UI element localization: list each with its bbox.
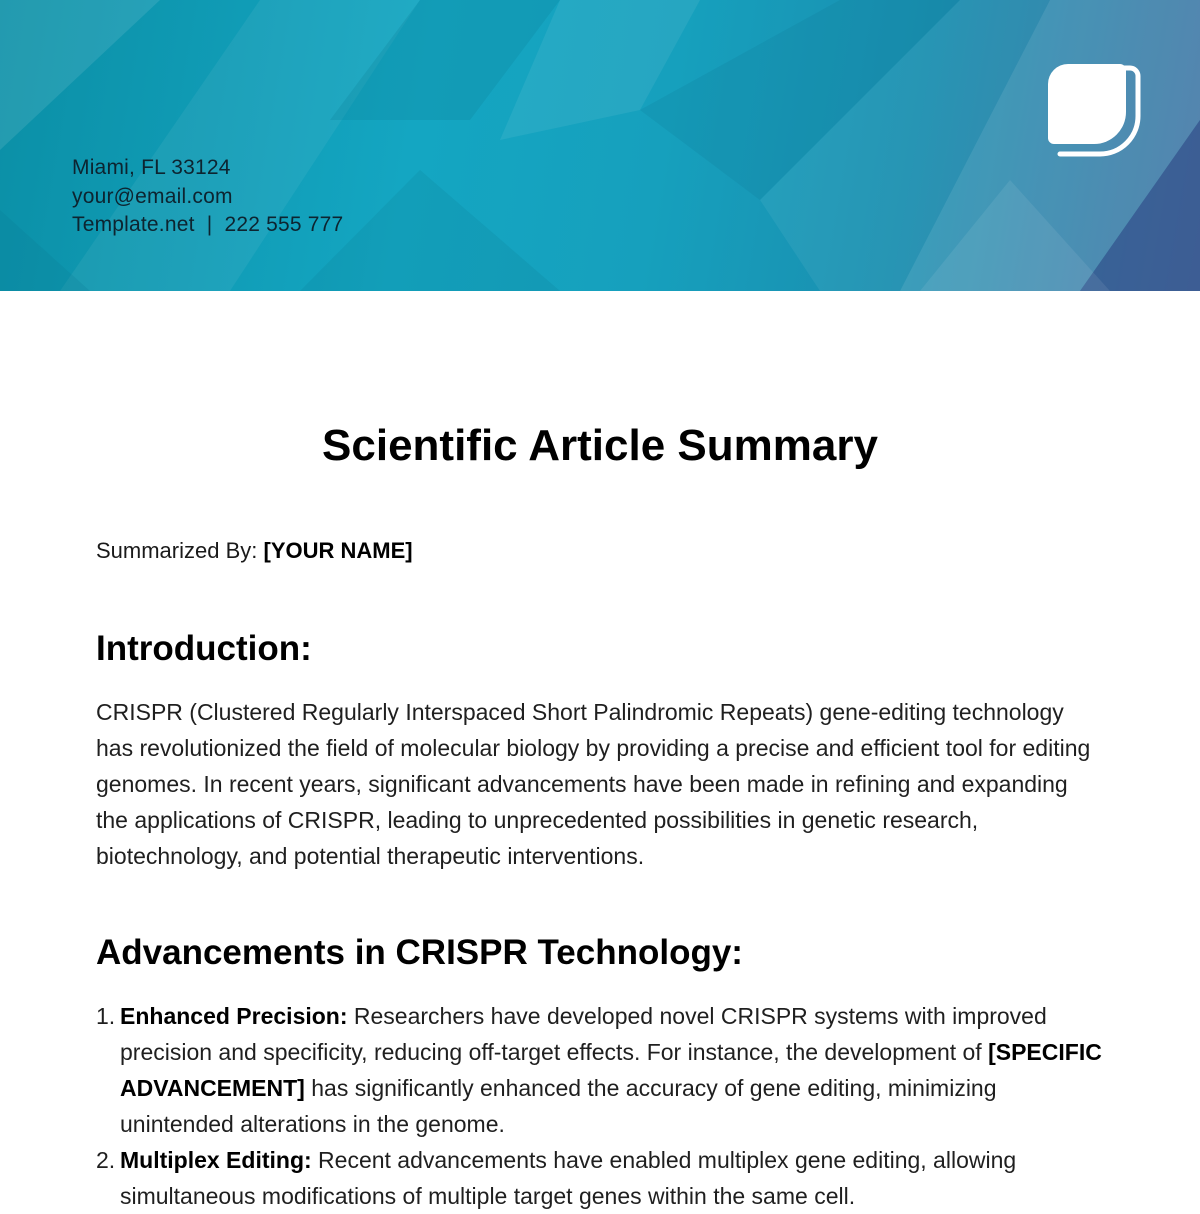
page-title: Scientific Article Summary [322, 421, 878, 470]
contact-block [72, 154, 343, 240]
list-item-number: 1. [96, 1003, 116, 1029]
introduction-heading: Introduction: [96, 629, 312, 668]
list-item-text-after: has significantly enhanced the accuracy of gene editing, minimizing unintended alterations in the genome. [120, 1075, 997, 1137]
contact-website-phone [72, 211, 343, 240]
summarized-by-line [96, 536, 413, 566]
list-item-title: Multiplex Editing: [120, 1147, 312, 1173]
list-item-text: Recent advancements have enabled multiplex gene editing, allowing simultaneous modifications of multiple target genes within the same cell. [120, 1147, 1017, 1209]
advancements-list [96, 998, 1106, 1214]
list-item-number: 2. [96, 1147, 116, 1173]
list-item-text: Researchers have developed novel CRISPR systems with improved precision and specificity, reducing off-target effects. For instance, the development of [120, 1003, 1047, 1065]
list-item [96, 998, 1106, 1142]
contact-phone: 222 555 777 [224, 213, 344, 236]
contact-separator: | [206, 213, 213, 236]
list-item-placeholder: [SPECIFIC ADVANCEMENT] [120, 1039, 1102, 1101]
summarized-by-label: Summarized By: [96, 538, 258, 563]
header-banner [0, 0, 1200, 291]
summarized-by-name: [YOUR NAME] [263, 538, 413, 563]
contact-address: Miami, FL 33124 [72, 156, 231, 179]
banner-facets-graphic [0, 0, 1200, 291]
advancements-heading: Advancements in CRISPR Technology: [96, 933, 743, 972]
introduction-paragraph: CRISPR (Clustered Regularly Interspaced Short Palindromic Repeats) gene-editing technology has revolutionized the field of molecular biology by providing a precise and efficient tool for editing genomes. In recent years, significant advancements have been made in refining and expanding the applications of CRISPR, leading to unprecedented possibilities in genetic research, biotechnology, and potential therapeutic interventions. [96, 699, 1091, 869]
list-item [96, 1142, 1106, 1214]
contact-website[interactable]: Template.net [72, 213, 195, 236]
list-item-title: Enhanced Precision: [120, 1003, 348, 1029]
contact-email[interactable]: your@email.com [72, 184, 233, 208]
leaf-square-logo-icon [1046, 62, 1142, 158]
